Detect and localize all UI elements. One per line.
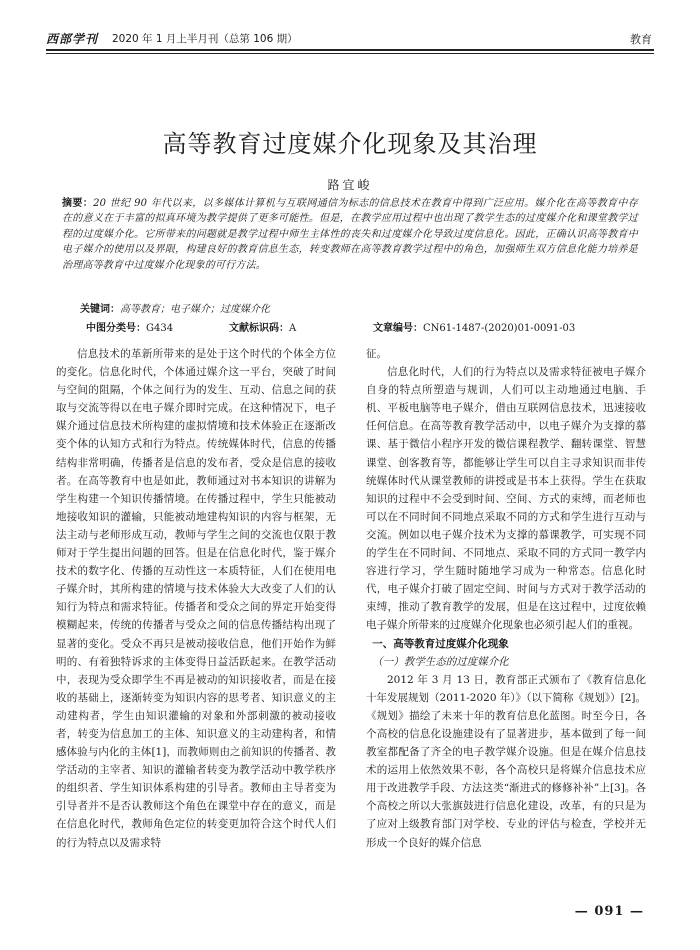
keywords xyxy=(80,300,270,315)
abstract-text: 20 世纪 90 年代以来，以多媒体计算机与互联网通信为标志的信息技术在教育中得到广泛应用。媒介化在高等教育中存在的意义在于丰富的拟真环境为教学提供了更多可能性。但是，在教学应用过程中也出现了教学生态的过度媒介化和课堂教学过程的过度媒介化。它所带来的问题就是教学过程中师生主体性的丧失和过度媒介化导致过度信息化。因此，正确认识高等教育中电子媒介的使用以及界限，构建良好的教育信息生态，转变教师在高等教育教学过程中的角色，加强师生双方信息化能力培养是治理高等教育中过度媒介化现象的可行方法。 xyxy=(62,198,639,271)
article-no-label: 文章编号： xyxy=(373,323,423,334)
clc-number xyxy=(86,319,173,334)
article-author: 路宜峻 xyxy=(327,178,373,192)
document-code xyxy=(229,319,296,334)
article-number xyxy=(373,319,575,334)
abstract-label: 摘要： xyxy=(62,198,94,209)
article-no-value: CN61-1487-(2020)01-0091-03 xyxy=(423,323,576,334)
doc-code-label: 文献标识码： xyxy=(229,323,289,334)
header-rule-thin xyxy=(46,53,654,54)
journal-logo: 西部学刊 xyxy=(46,32,99,46)
subsection-heading: （一）教学生态的过度媒介化 xyxy=(372,655,509,668)
section-label: 教育 xyxy=(630,33,652,46)
body-paragraph: 信息技术的革新所带来的是处于这个时代的个体全方位的变化。信息化时代，个体通过媒介这一平台，突破了时间与空间的阻隔，个体之间行为的发生、互动、信息之间的获取与交流等得以在电子媒介即时完成。在这种情况下，电子媒介通过信息技术所构建的虚拟情境和技术体验正在逐渐改变个体的认知方式和行为特点。传统媒体时代，信息的传播结构非常明确，传播者是信息的发布者，受众是信息的接收者。在高等教育中也是如此，教师通过对书本知识的讲解为学生构建一个知识传播情境。在传播过程中，学生只能被动地接收知识的灌输，只能被动地建构知识的内容与框架，无法主动与老师形成互动，教师与学生之间的交流也仅限于教师对于学生提出问题的回答。但是在信息化时代，鉴于媒介技术的数字化、传播的互动性这一本质特征，人们在使用电子媒介时，其所构建的情境与技术体验大大改变了人们的认知行为特点和需求特征。传播者和受众之间的界定开始变得模糊起来，传统的传播者与受众之间的信息传播结构出现了显著的变化。受众不再只是被动接收信息，他们开始作为鲜明的、有着独特诉求的主体变得日益活跃起来。在教学活动中，表现为受众即学生不再是被动的知识接收者，而是在接收的基础上，逐渐转变为知识内容的思考者、知识意义的主动建构者，学生由知识灌输的对象和外部刺激的被动接收者，转变为信息加工的主体、知识意义的主动建构者，和情感体验与内化的主体[1]，而教师则由之前知识的传播者、教学活动的主宰者、知识的灌输者转变为教学活动中教学秩序的组织者、学生知识体系构建的引导者。教师由主导者变为引导者并不是否认教师这个角色在课堂中存在的意义，而是在信息化时代，教师角色定位的转变更加符合这个时代人们的行为特点以及需求特 xyxy=(56,348,336,849)
keywords-text: 高等教育；电子媒介；过度媒介化 xyxy=(120,304,270,315)
running-header xyxy=(46,22,654,48)
page-number: — 091 — xyxy=(574,904,644,919)
body-column-left xyxy=(56,345,336,852)
body-column-right xyxy=(366,345,646,852)
clc-value: G434 xyxy=(146,323,174,334)
article-title: 高等教育过度媒介化现象及其治理 xyxy=(162,130,538,158)
issue-info: 2020 年 1 月上半月刊（总第 106 期） xyxy=(112,33,298,45)
clc-label: 中图分类号： xyxy=(86,323,146,334)
body-paragraph-continued: 征。 xyxy=(366,348,387,360)
section-heading: 一、高等教育过度媒介化现象 xyxy=(372,637,509,650)
doc-code-value: A xyxy=(289,323,297,334)
header-rule xyxy=(46,49,654,51)
keywords-label: 关键词： xyxy=(80,304,120,315)
body-paragraph: 信息化时代，人们的行为特点以及需求特征被电子媒介自身的特点所塑造与规训，人们可以主动地通过电脑、手机、平板电脑等电子媒介，借由互联网信息技术，迅速接收任何信息。在高等教育教学活动中，以电子媒介为支撑的慕课、基于微信小程序开发的微信课程教学、翻转课堂、智慧课堂、创客教育等，都能够让学生可以自主寻求知识而非传统媒体时代从课堂教师的讲授或是书本上获得。学生在获取知识的过程中不会受到时间、空间、方式的束缚，而老师也可以在不同时间不同地点采取不同的方式和学生进行互动与交流。例如以电子媒介技术为支撑的慕课教学，可实现不同的学生在不同时间、不同地点、采取不同的方式同一教学内容进行学习，学生随时随地学习成为一种常态。信息化时代，电子媒介打破了固定空间、时间与方式对于教学活动的束缚，推动了教育教学的发展，但是在这过程中，过度依赖电子媒介所带来的过度媒介化现象也必须引起人们的重视。 xyxy=(366,366,646,632)
body-paragraph: 2012 年 3 月 13 日，教育部正式颁布了《教育信息化十年发展规划（2011-2020 年）》（以下简称《规划》）[2]。《规划》描绘了未来十年的教育信息化蓝图。时至今日，各个高校的信息化设施建设有了显著进步，基本做到了每一间教室都配备了齐全的电子教学媒介设施。但是在媒介信息技术的运用上依然效果不彰，各个高校只是将媒介信息技术应用于改进教学手段、方法这类“渐进式的修修补补”上[3]。各个高校之所以大张旗鼓进行信息化建设，改革，有的只是为了应对上级教育部门对学校、专业的评估与检查，学校并无形成一个良好的媒介信息 xyxy=(366,673,646,849)
abstract xyxy=(62,196,638,273)
